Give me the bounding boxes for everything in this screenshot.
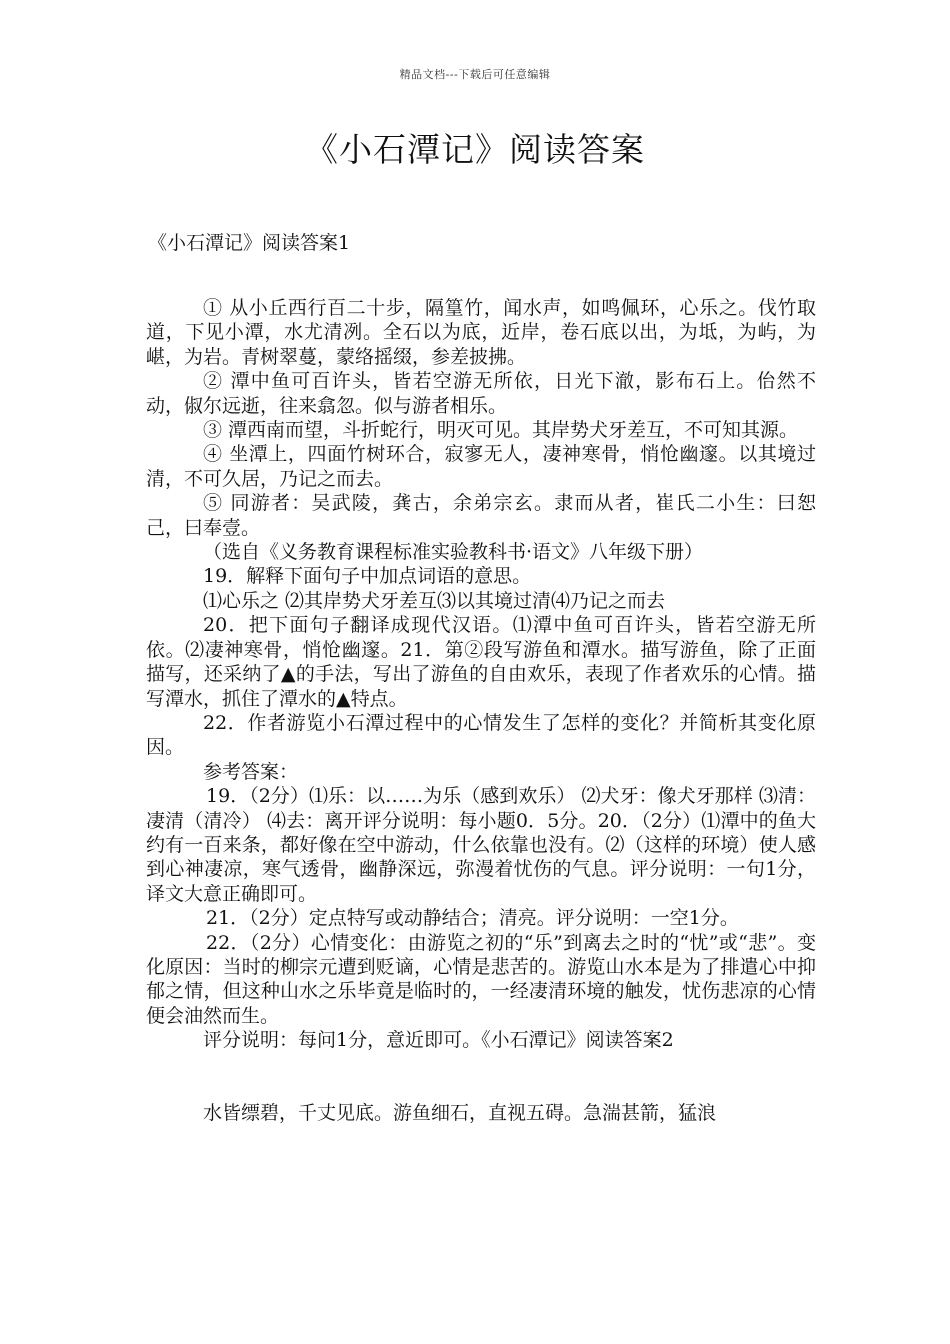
- question-20-21: 20．把下面句子翻译成现代汉语。⑴潭中鱼可百许头，皆若空游无所依。⑵凄神寒骨，悄怆幽邃。21．第②段写游鱼和潭水。描写游鱼，除了正面描写，还采纳了▲的手法，写出了游鱼的自由欢乐，表现了作者欢乐的心情。描写潭水，抓住了潭水的▲特点。: [146, 614, 816, 710]
- source-note: （选自《义务教育课程标准实验教科书·语文》八年级下册）: [203, 541, 704, 564]
- answer-22: 22．（2分）心情变化：由游览之初的“乐”到离去之时的“忧”或“悲”。变化原因：当时的柳宗元遭到贬谪，心情是悲苦的。游览山水本是为了排遣心中抑郁之情，但这种山水之乐毕竟是临时的，一经凄清环境的触发，忧伤悲凉的心情便会油然而生。: [146, 931, 816, 1027]
- scoring-note: 评分说明：每问1分，意近即可。《小石潭记》阅读答案2: [203, 1029, 674, 1052]
- paragraph-4: ④ 坐潭上，四面竹树环合，寂寥无人，凄神寒骨，悄怆幽邃。以其境过清，不可久居，乃记之而去。: [146, 443, 816, 490]
- question-22: 22．作者游览小石潭过程中的心情发生了怎样的变化？并简析其变化原因。: [146, 711, 816, 759]
- document-body: [146, 296, 816, 1125]
- paragraph-5: ⑤ 同游者：吴武陵，龚古，余弟宗玄。隶而从者，崔氏二小生：曰恕己，曰奉壹。: [146, 492, 816, 539]
- answer-heading: 参考答案：: [203, 760, 299, 783]
- section-gap: [146, 1053, 816, 1101]
- answer-21: 21．（2分）定点特写或动静结合；清亮。评分说明：一空1分。: [206, 907, 739, 930]
- paragraph-1: ① 从小丘西行百二十步，隔篁竹，闻水声，如鸣佩环，心乐之。伐竹取道，下见小潭，水尤清冽。全石以为底，近岸，卷石底以出，为坻，为屿，为嵁，为岩。青树翠蔓，蒙络摇缀，参差披拂。: [146, 297, 816, 368]
- document-title: 《小石潭记》阅读答案: [305, 130, 645, 169]
- paragraph-3: ③ 潭西南而望，斗折蛇行，明灭可见。其岸势犬牙差互，不可知其源。: [203, 419, 799, 442]
- section-subtitle: 《小石潭记》阅读答案1: [148, 232, 351, 254]
- passage-2-start: 水皆缥碧，千丈见底。游鱼细石，直视五碍。急湍甚箭，猛浪: [203, 1101, 717, 1124]
- paragraph-2: ② 潭中鱼可百许头，皆若空游无所依，日光下澈，影布石上。佁然不动，俶尔远逝，往来翕忽。似与游者相乐。: [146, 370, 816, 417]
- header-note: 精品文档---下载后可任意编辑: [399, 68, 551, 81]
- question-19-items: ⑴心乐之 ⑵其岸势犬牙差互⑶以其境过清⑷乃记之而去: [203, 589, 666, 612]
- question-19: 19．解释下面句子中加点词语的意思。: [203, 565, 532, 588]
- answer-19-20: 19．（2分）⑴乐：以……为乐（感到欢乐） ⑵犬牙：像犬牙那样 ⑶清：凄清（清冷） ⑷去：离开评分说明：每小题0．5分。20．（2分）⑴潭中的鱼大约有一百来条，都好像在空中游动，什么依靠也没有。⑵（这样的环境）使人感到心神凄凉，寒气透骨，幽静深远，弥漫着忧伤的气息。评分说明：一句1分，译文大意正确即可。: [146, 785, 816, 905]
